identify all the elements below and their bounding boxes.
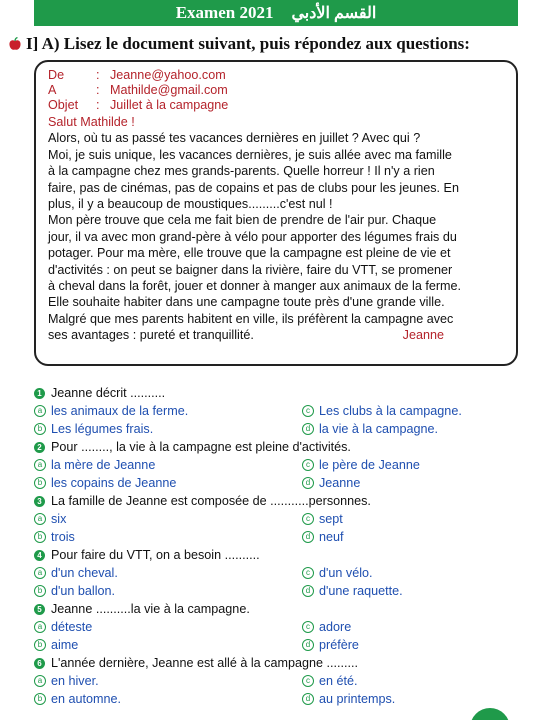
option-letter: b	[34, 693, 46, 705]
option-letter: d	[302, 531, 314, 543]
option-b[interactable]	[34, 584, 302, 598]
questions-list	[34, 384, 514, 708]
option-c[interactable]	[302, 566, 373, 580]
option-letter: d	[302, 639, 314, 651]
option-text: les copains de Jeanne	[51, 476, 177, 490]
option-d[interactable]	[302, 692, 395, 706]
option-text: d'un vélo.	[319, 566, 373, 580]
option-d[interactable]	[302, 530, 344, 544]
body-line: Mon père trouve que cela me fait bien de prendre de l'air pur. Chaque	[48, 213, 437, 228]
option-text: en hiver.	[51, 674, 99, 688]
question-1	[34, 384, 514, 438]
option-text: déteste	[51, 620, 93, 634]
option-letter: d	[302, 585, 314, 597]
option-c[interactable]	[302, 404, 462, 418]
option-c[interactable]	[302, 458, 420, 472]
option-letter: c	[302, 567, 314, 579]
question-2	[34, 438, 514, 492]
option-a[interactable]	[34, 566, 302, 580]
option-letter: d	[302, 477, 314, 489]
option-text: trois	[51, 530, 75, 544]
option-b[interactable]	[34, 692, 302, 706]
question-number: 5	[34, 604, 45, 615]
option-text: en été.	[319, 674, 358, 688]
field-value: Jeanne@yahoo.com	[110, 68, 226, 82]
option-text: la mère de Jeanne	[51, 458, 156, 472]
option-letter: c	[302, 675, 314, 687]
option-text: les animaux de la ferme.	[51, 404, 189, 418]
option-text: d'une raquette.	[319, 584, 403, 598]
option-text: la vie à la campagne.	[319, 422, 439, 436]
body-line: Elle souhaite habiter dans une campagne toute près d'une grande ville.	[48, 295, 445, 310]
question-number: 2	[34, 442, 45, 453]
option-text: d'un cheval.	[51, 566, 118, 580]
field-to	[48, 83, 506, 98]
field-label: A	[48, 83, 57, 97]
option-text: préfère	[319, 638, 359, 652]
option-letter: b	[34, 423, 46, 435]
question-text: La famille de Jeanne est composée de ...........personnes.	[51, 494, 371, 508]
body-line: à cheval dans la forêt, jouer et donner à manger aux animaux de la ferme.	[48, 279, 462, 294]
option-a[interactable]	[34, 404, 302, 418]
option-letter: a	[34, 405, 46, 417]
question-text: Pour ........, la vie à la campagne est pleine d'activités.	[51, 440, 351, 454]
option-letter: a	[34, 567, 46, 579]
option-letter: b	[34, 639, 46, 651]
option-a[interactable]	[34, 620, 302, 634]
question-text: L'année dernière, Jeanne est allé à la campagne .........	[51, 656, 358, 670]
field-colon: :	[96, 98, 100, 112]
section-heading	[8, 32, 548, 56]
option-letter: d	[302, 423, 314, 435]
option-text: Jeanne	[319, 476, 361, 490]
option-letter: c	[302, 459, 314, 471]
option-letter: a	[34, 621, 46, 633]
body-line: Moi, je suis unique, les vacances dernières, je suis allée avec ma famille	[48, 147, 452, 162]
option-letter: c	[302, 405, 314, 417]
body-line: potager. Pour ma mère, elle trouve que la campagne est pleine de vie et	[48, 246, 451, 261]
option-text: Les clubs à la campagne.	[319, 404, 462, 418]
option-d[interactable]	[302, 584, 403, 598]
question-text: Pour faire du VTT, on a besoin ..........	[51, 548, 260, 562]
document-box	[34, 60, 518, 366]
question-text: Jeanne décrit ..........	[51, 386, 166, 400]
option-letter: a	[34, 513, 46, 525]
option-b[interactable]	[34, 530, 302, 544]
option-c[interactable]	[302, 674, 358, 688]
signature: Jeanne	[402, 328, 444, 343]
option-text: neuf	[319, 530, 344, 544]
option-a[interactable]	[34, 512, 302, 526]
exam-section-arabic: القسم الأدبي	[291, 5, 377, 22]
option-letter: a	[34, 459, 46, 471]
question-number: 1	[34, 388, 45, 399]
option-letter: c	[302, 513, 314, 525]
option-text: Les légumes frais.	[51, 422, 154, 436]
question-3	[34, 492, 514, 546]
option-text: au printemps.	[319, 692, 396, 706]
field-label: De	[48, 68, 65, 82]
option-b[interactable]	[34, 476, 302, 490]
field-label: Objet	[48, 98, 79, 112]
question-text: Jeanne ..........la vie à la campagne.	[51, 602, 250, 616]
option-letter: b	[34, 585, 46, 597]
apple-icon	[8, 37, 22, 51]
option-d[interactable]	[302, 422, 438, 436]
question-number: 6	[34, 658, 45, 669]
option-text: adore	[319, 620, 352, 634]
option-text: aime	[51, 638, 79, 652]
option-c[interactable]	[302, 512, 343, 526]
letter-body	[48, 130, 506, 343]
option-letter: b	[34, 477, 46, 489]
question-5	[34, 600, 514, 654]
option-letter: c	[302, 621, 314, 633]
field-from	[48, 68, 506, 83]
field-subject	[48, 98, 506, 113]
option-c[interactable]	[302, 620, 351, 634]
body-line: faire, pas de cinémas, pas de copains et pas de clubs pour les jeunes. En	[48, 180, 459, 195]
body-line: à la campagne chez mes grands-parents. Quelle horreur ! Il n'y a rien	[48, 164, 435, 179]
body-line: d'activités : on peut se baigner dans la rivière, faire du VTT, se promener	[48, 262, 453, 277]
field-colon: :	[96, 68, 100, 82]
option-letter: a	[34, 675, 46, 687]
page-corner-tab	[470, 708, 510, 720]
option-text: le père de Jeanne	[319, 458, 420, 472]
option-b[interactable]	[34, 422, 302, 436]
exam-title: Examen 2021	[175, 3, 274, 22]
option-letter: b	[34, 531, 46, 543]
question-6	[34, 654, 514, 708]
option-a[interactable]	[34, 458, 302, 472]
section-title: I] A) Lisez le document suivant, puis répondez aux questions:	[26, 34, 470, 53]
option-text: six	[51, 512, 67, 526]
question-number: 3	[34, 496, 45, 507]
question-4	[34, 546, 514, 600]
exam-header	[34, 0, 518, 26]
closing-line	[48, 327, 506, 343]
option-text: en automne.	[51, 692, 122, 706]
greeting: Salut Mathilde !	[48, 115, 135, 129]
option-a[interactable]	[34, 674, 302, 688]
body-line: plus, il y a beaucoup de moustiques.........c'est nul !	[48, 197, 333, 212]
field-colon: :	[96, 83, 100, 97]
option-d[interactable]	[302, 638, 359, 652]
option-d[interactable]	[302, 476, 360, 490]
body-line: Alors, où tu as passé tes vacances dernières en juillet ? Avec qui ?	[48, 131, 421, 146]
option-letter: d	[302, 693, 314, 705]
question-number: 4	[34, 550, 45, 561]
body-line: Malgré que mes parents habitent en ville, ils préfèrent la campagne avec	[48, 311, 454, 326]
option-b[interactable]	[34, 638, 302, 652]
field-value: Juillet à la campagne	[110, 98, 229, 112]
body-line: ses avantages : pureté et tranquillité.	[48, 328, 254, 343]
option-text: d'un ballon.	[51, 584, 116, 598]
body-line: jour, il va avec mon grand-père à vélo pour apporter des légumes frais du	[48, 229, 457, 244]
option-text: sept	[319, 512, 343, 526]
field-value: Mathilde@gmail.com	[110, 83, 228, 97]
